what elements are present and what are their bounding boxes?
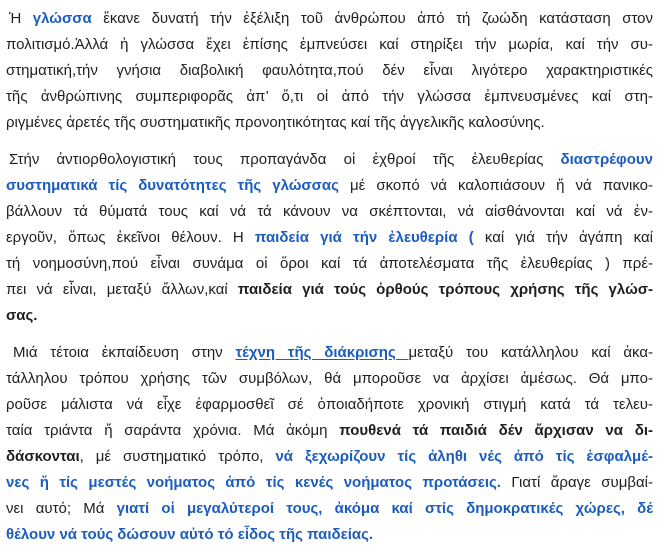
text-line	[6, 392, 653, 418]
text-line	[6, 418, 653, 444]
text-run: πολιτισμό.Ἀλλά ἡ γλώσσα ἔχει ἐπίσης ἐμπνεύσει καί στηρίξει τήν μωρία, καί τήν συ-	[6, 36, 653, 53]
text-line	[6, 173, 653, 199]
paragraph-1	[6, 6, 653, 136]
emphasis-run: δάσκονται	[6, 448, 80, 465]
text-line	[6, 340, 653, 366]
text-run: Ἡ	[9, 10, 33, 27]
text-run: Μιά τέτοια ἐκπαίδευση στην	[13, 344, 236, 361]
text-line	[6, 225, 653, 251]
text-line	[6, 58, 653, 84]
text-run: ἔκανε δυνατή τήν ἐξέλιξη τοῦ ἀνθρώπου ἀπό τή ζωώδη κατάσταση στον	[91, 10, 653, 27]
text-line	[6, 496, 653, 522]
text-line	[6, 84, 653, 110]
emphasis-run: νά ξεχωρίζουν τίς ἀληθι νές ἀπό τίς ἐσφαλμέ-	[275, 448, 653, 465]
hyperlink-text[interactable]: τέχνη τῆς διάκρισης	[235, 344, 409, 361]
paragraph-2	[6, 147, 653, 329]
text-line	[6, 32, 653, 58]
text-run: ριγμένες ἀρετές τῆς συστηματικῆς προνοητικότητας καί τῆς ἀγγελικῆς καλοσύνης.	[6, 114, 545, 131]
text-line	[6, 110, 653, 136]
emphasis-run: νες ἤ τίς μεστές νοήματος ἀπό τίς κενές νοήματος προτάσεις.	[6, 474, 501, 491]
text-line	[6, 199, 653, 225]
text-run: ροῦσε μάλιστα νά εἶχε ἐφαρμοσθεῖ σέ ὁποιαδήποτε χρονική στιγμή κατά τά τελευ-	[6, 396, 653, 413]
emphasis-run: γλώσσα	[32, 10, 92, 27]
emphasis-run: διαστρέφουν	[560, 151, 653, 168]
emphasis-run: πουθενά τά παιδιά δέν ἄρχισαν να δι-	[339, 422, 653, 439]
text-run: νει αυτό; Μά	[6, 500, 117, 517]
text-line	[6, 444, 653, 470]
text-run: καί γιά τήν ἀγάπη καί	[473, 229, 653, 246]
emphasis-run: παιδεία γιά τήν ἐλευθερία (	[254, 229, 474, 246]
text-run: Στήν ἀντιορθολογιστική τους προπαγάνδα οἱ ἐχθροί τῆς ἐλευθερίας	[9, 151, 561, 168]
emphasis-run: θέλουν νά τούς δώσουν αὐτό τό εἶδος τῆς παιδείας.	[6, 526, 374, 543]
text-run: πει νά εἶναι, μεταξύ ἄλλων,καί	[6, 281, 238, 298]
text-run: τάλληλου τρόπου χρήσης τῶν συμβόλων, θά μποροῦσε να ἀρχίσει ἀμέσως. Θά μπο-	[6, 370, 653, 387]
text-line	[6, 277, 653, 303]
text-line	[6, 366, 653, 392]
text-run: μέ σκοπό νά καλοπιάσουν ἤ νά πανικο-	[338, 177, 653, 194]
paragraph-3	[6, 340, 653, 548]
text-run: , μέ συστηματικό τρόπο,	[79, 448, 276, 465]
text-line	[6, 251, 653, 277]
text-run: τῆς ἀνθρώπινης συμπεριφορᾶς ἀπ’ ὅ,τι οἱ ἀπό τήν γλώσσα ἐμπνευσμένες καί στη-	[6, 88, 653, 105]
emphasis-run: παιδεία γιά τούς ὀρθούς τρόπους χρήσης τῆς γλώσ-	[237, 281, 653, 298]
text-run: τή νοημοσύνη,πού εἶναι συνάμα οἱ ὅροι καί τά ἀποτελέσματα τῆς ἐλευθερίας ) πρέ-	[6, 255, 653, 272]
text-run: ταία τριάντα ἤ σαράντα χρόνια. Μά ἀκόμη	[6, 422, 340, 439]
text-run: βάλλουν τά θύματά τους καί νά τά κάνουν να σκέπτονται, νά αἰσθάνονται καί νά ἐν-	[6, 203, 653, 220]
text-run: στηματική,τήν γνήσια διαβολική φαυλότητα,πού δέν εἶναι λιγότερο χαρακτηριστικές	[6, 62, 653, 79]
text-line	[6, 470, 653, 496]
text-line	[6, 303, 653, 329]
emphasis-run: γιατί οἱ μεγαλύτεροί τους, ἀκόμα καί στίς δημοκρατικές χώρες, δέ	[116, 500, 653, 517]
text-line	[6, 147, 653, 173]
emphasis-run: συστηματικά τίς δυνατότητες τῆς γλώσσας	[6, 177, 339, 194]
text-run: εργοῦν, ὅπως ἐκεῖνοι θέλουν. Η	[6, 229, 255, 246]
emphasis-run: σας.	[6, 307, 38, 324]
text-line	[6, 522, 653, 548]
text-run: μεταξύ του κατάλληλου καί ἀκα-	[408, 344, 653, 361]
text-run: Γιατί ἄραγε συμβαί-	[500, 474, 653, 491]
text-line	[6, 6, 653, 32]
